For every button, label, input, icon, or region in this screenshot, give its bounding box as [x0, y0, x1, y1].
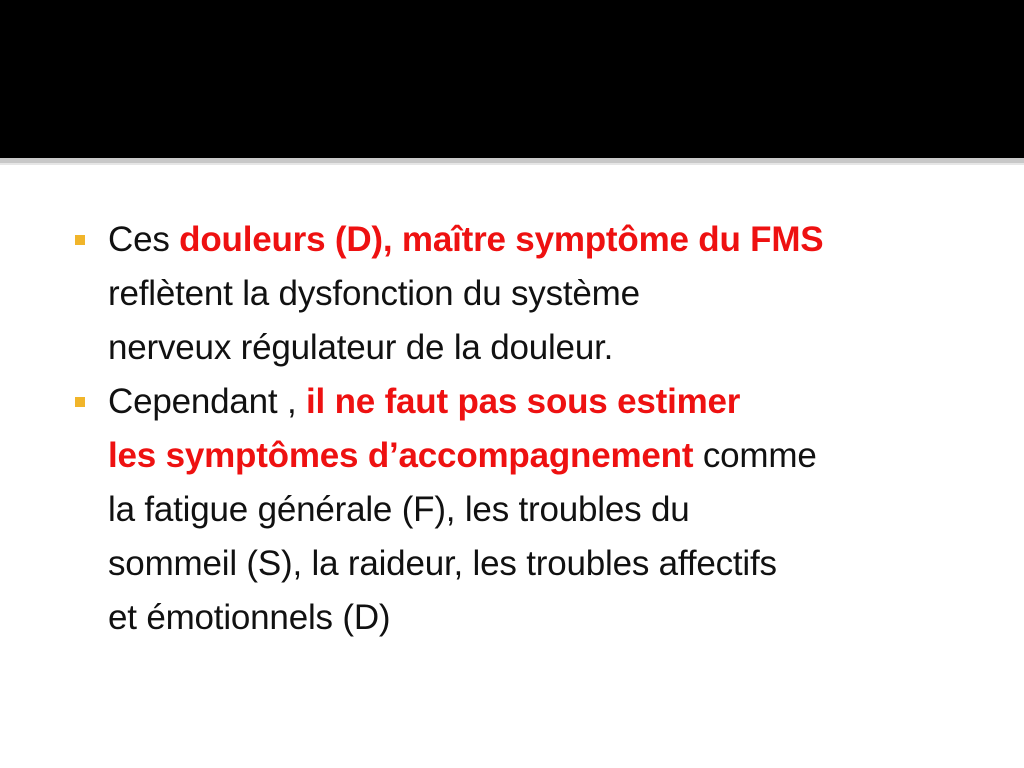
text-line [108, 429, 972, 483]
emphasized-text: il ne faut pas sous estimer [306, 382, 741, 421]
bullet-item [72, 213, 972, 375]
body-text: sommeil (S), la raideur, les troubles affectifs [108, 544, 777, 583]
body-text: la fatigue générale (F), les troubles du [108, 490, 690, 529]
text-line [108, 537, 972, 591]
body-text: Ces [108, 220, 180, 259]
title-band [0, 0, 1024, 158]
bullet-item [72, 375, 972, 645]
text-line [108, 213, 972, 267]
body-text: nerveux régulateur de la douleur. [108, 328, 614, 367]
separator-rule-shadow [0, 163, 1024, 165]
square-bullet-icon [75, 235, 85, 245]
text-line [108, 375, 972, 429]
text-line [108, 591, 972, 645]
square-bullet-icon [75, 397, 85, 407]
bullet-list [72, 213, 972, 645]
emphasized-text: douleurs (D), maître symptôme du FMS [179, 220, 824, 259]
body-text: comme [693, 436, 817, 475]
body-text: reflètent la dysfonction du système [108, 274, 640, 313]
body-text: Cependant , [108, 382, 307, 421]
text-line [108, 267, 972, 321]
text-line [108, 321, 972, 375]
body-text: et émotionnels (D) [108, 598, 391, 637]
text-line [108, 483, 972, 537]
emphasized-text: les symptômes d’accompagnement [108, 436, 694, 475]
